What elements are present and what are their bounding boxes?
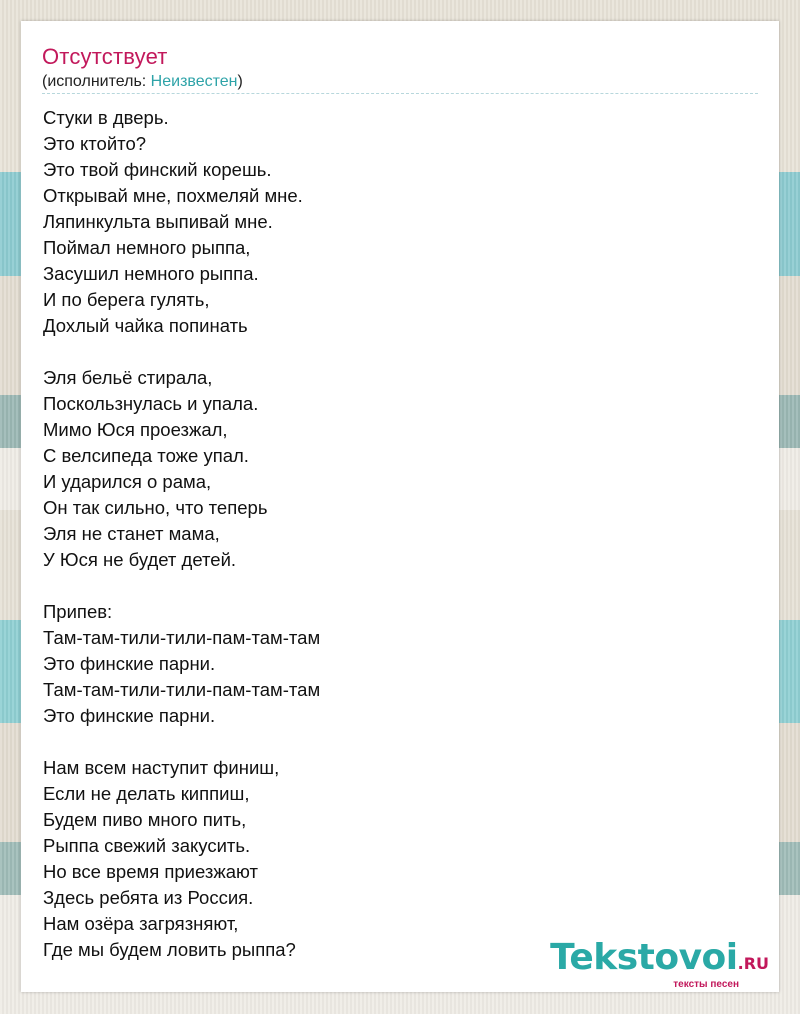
lyric-line: Поскользнулась и упала.: [43, 393, 259, 414]
lyric-line: Это твой финский корешь.: [43, 159, 272, 180]
stanza-gap: [43, 339, 320, 365]
logo-tld: .RU: [737, 954, 769, 973]
lyric-line: Это ктойто?: [43, 133, 147, 154]
lyric-line: Дохлый чайка попинать: [43, 315, 248, 336]
lyrics-text: [43, 105, 320, 963]
artist-line: [42, 73, 243, 91]
lyric-line: Ляпинкульта выпивай мне.: [43, 211, 273, 232]
lyric-line: Но все время приезжают: [43, 861, 258, 882]
lyric-line: Будем пиво много пить,: [43, 809, 247, 830]
logo-tagline: тексты песен: [673, 979, 739, 990]
artist-suffix: ): [237, 73, 243, 90]
site-logo[interactable]: [550, 939, 769, 990]
lyric-line: Эля не станет мама,: [43, 523, 220, 544]
artist-link[interactable]: Неизвестен: [150, 73, 238, 90]
lyric-line: Там-там-тили-тили-пам-там-там: [43, 627, 321, 648]
lyric-line: Где мы будем ловить рыппа?: [43, 939, 296, 960]
lyric-line: Он так сильно, что теперь: [43, 497, 268, 518]
lyric-line: Поймал немного рыппа,: [43, 237, 251, 258]
lyric-line: Засушил немного рыппа.: [43, 263, 259, 284]
lyric-line: Мимо Юся проезжал,: [43, 419, 228, 440]
lyric-line: Открывай мне, похмеляй мне.: [43, 185, 303, 206]
lyric-line: Нам озёра загрязняют,: [43, 913, 239, 934]
chorus-label: Припев:: [43, 601, 113, 622]
lyric-line: Рыппа свежий закусить.: [43, 835, 251, 856]
lyric-line: Это финские парни.: [43, 705, 216, 726]
lyric-line: Здесь ребята из Россия.: [43, 887, 254, 908]
title-divider: [42, 93, 758, 94]
lyric-line: У Юся не будет детей.: [43, 549, 237, 570]
lyric-line: С велсипеда тоже упал.: [43, 445, 249, 466]
lyric-line: И ударился о рама,: [43, 471, 212, 492]
logo-wordmark: [550, 939, 769, 983]
lyric-line: Если не делать киппиш,: [43, 783, 250, 804]
lyric-line: Стуки в дверь.: [43, 107, 169, 128]
lyric-line: Это финские парни.: [43, 653, 216, 674]
artist-prefix: (исполнитель:: [42, 73, 151, 90]
lyric-line: Там-там-тили-тили-пам-там-там: [43, 679, 321, 700]
logo-name: Tekstovoi: [550, 937, 738, 978]
song-title: Отсутствует: [42, 44, 168, 69]
stanza-gap: [43, 729, 320, 755]
lyric-line: И по берега гулять,: [43, 289, 210, 310]
lyrics-card: [21, 21, 779, 992]
stanza-gap: [43, 573, 320, 599]
lyric-line: Эля бельё стирала,: [43, 367, 213, 388]
lyric-line: Нам всем наступит финиш,: [43, 757, 280, 778]
